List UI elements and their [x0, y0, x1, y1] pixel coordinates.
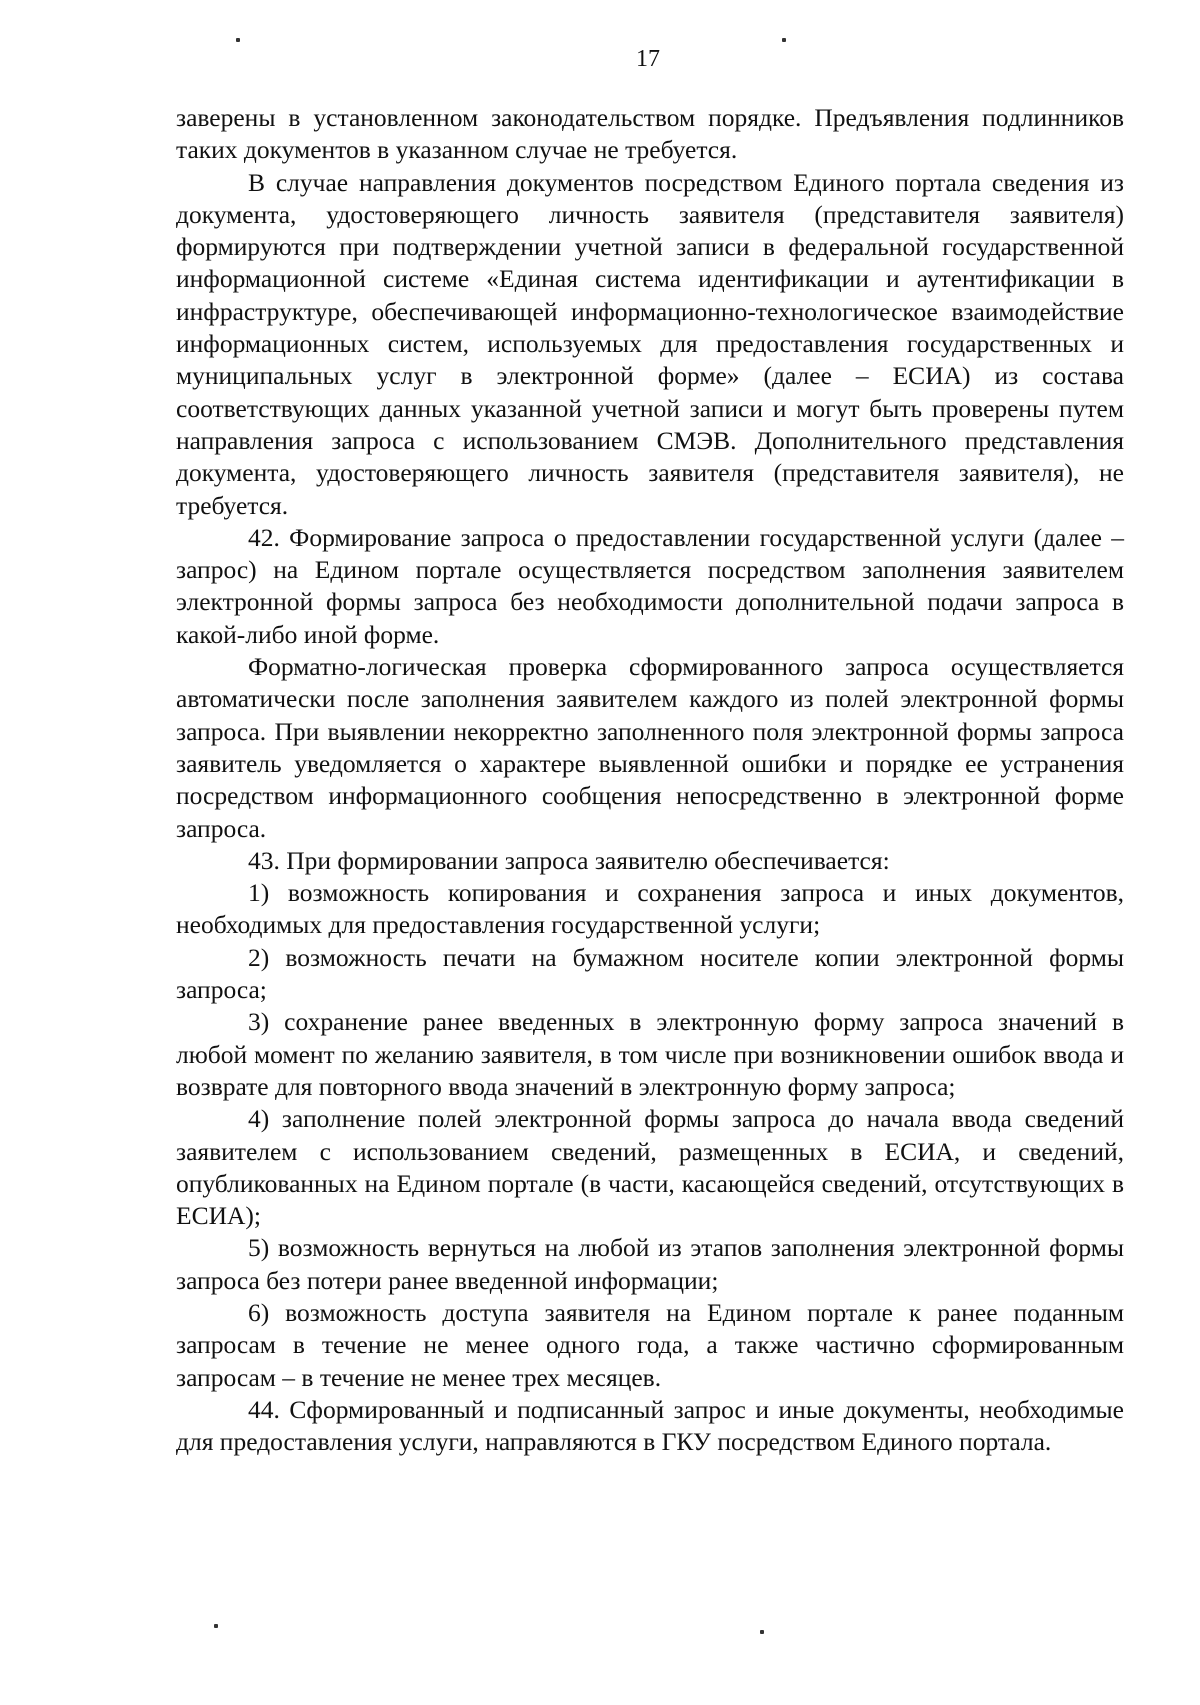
- scan-speck: [760, 1630, 764, 1634]
- paragraph-42: 42. Формирование запроса о предоставлении государственной услуги (далее – запрос) на Едином портале осуществляется посредством заполнения заявителем электронной формы запроса без необходимости дополнительной подачи запроса в какой-либо иной форме.: [176, 522, 1124, 649]
- page-number: 17: [636, 46, 660, 72]
- scan-speck: [236, 38, 240, 42]
- paragraph-esia-identity: В случае направления документов посредством Единого портала сведения из документа, удостоверяющего личность заявителя (представителя заявителя) формируются при подтверждении учетной записи в федеральной государственной информационной системе «Единая система идентификации и аутентификации в инфраструктуре, обеспечивающей информационно-технологическое взаимодействие информационных систем, используемых для предоставления государственных и муниципальных услуг в электронной форме» (далее – ЕСИА) из состава соответствующих данных указанной учетной записи и могут быть проверены путем направления запроса с использованием СМЭВ. Дополнительного представления документа, удостоверяющего личность заявителя (представителя заявителя), не требуется.: [176, 167, 1124, 520]
- paragraph-44: 44. Сформированный и подписанный запрос и иные документы, необходимые для предоставления услуги, направляются в ГКУ посредством Единого портала.: [176, 1394, 1124, 1457]
- list-item-6: 6) возможность доступа заявителя на Едином портале к ранее поданным запросам в течение не менее одного года, а также частично сформированным запросам – в течение не менее трех месяцев.: [176, 1297, 1124, 1392]
- paragraph-continuation: заверены в установленном законодательством порядке. Предъявления подлинников таких документов в указанном случае не требуется.: [176, 103, 1124, 165]
- paragraph-format-check: Форматно-логическая проверка сформированного запроса осуществляется автоматически после заполнения заявителем каждого из полей электронной формы запроса. При выявлении некорректно заполненного поля электронной формы запроса заявитель уведомляется о характере выявленной ошибки и порядке ее устранения посредством информационного сообщения непосредственно в электронной форме запроса.: [176, 652, 1124, 843]
- list-item-3: 3) сохранение ранее введенных в электронную форму запроса значений в любой момент по желанию заявителя, в том числе при возникновении ошибок ввода и возврате для повторного ввода значений в электронную форму запроса;: [176, 1007, 1124, 1101]
- list-item-2: 2) возможность печати на бумажном носителе копии электронной формы запроса;: [176, 942, 1124, 1005]
- list-item-1: 1) возможность копирования и сохранения запроса и иных документов, необходимых для предоставления государственной услуги;: [176, 878, 1124, 940]
- scan-speck: [214, 1624, 218, 1628]
- list-item-5: 5) возможность вернуться на любой из этапов заполнения электронной формы запроса без потери ранее введенной информации;: [176, 1233, 1124, 1295]
- scan-speck: [782, 38, 786, 42]
- list-item-4: 4) заполнение полей электронной формы запроса до начала ввода сведений заявителем с использованием сведений, размещенных в ЕСИА, и сведений, опубликованных на Едином портале (в части, касающейся сведений, отсутствующих в ЕСИА);: [176, 1104, 1124, 1231]
- paragraph-43: 43. При формировании запроса заявителю обеспечивается:: [248, 845, 890, 875]
- document-body: [176, 102, 1124, 1458]
